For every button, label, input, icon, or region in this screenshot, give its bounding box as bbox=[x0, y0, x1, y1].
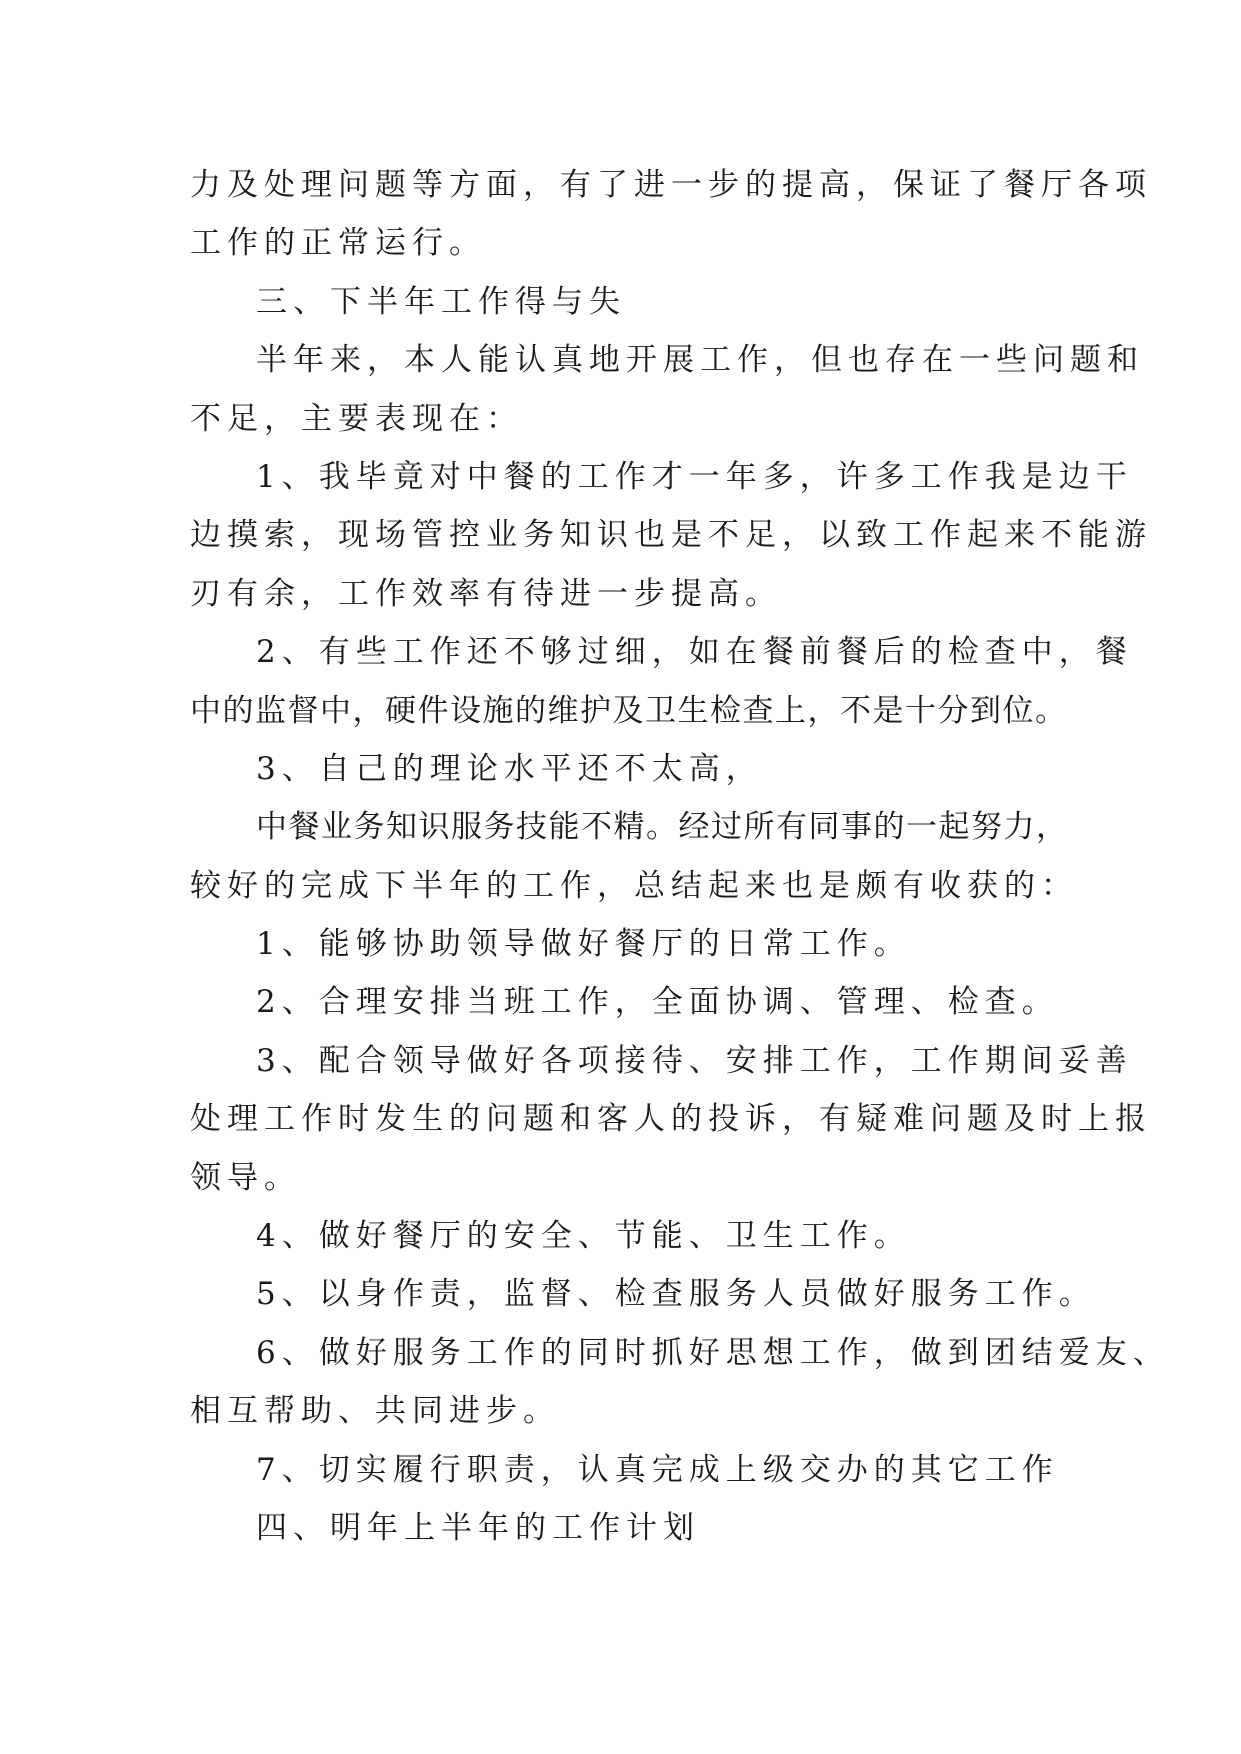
list-item: 1、我毕竟对中餐的工作才一年多，许多工作我是边干 bbox=[256, 458, 1133, 495]
list-item: 6、做好服务工作的同时抓好思想工作，做到团结爱友、 bbox=[256, 1334, 1170, 1371]
body-line: 较好的完成下半年的工作，总结起来也是颇有收获的： bbox=[190, 867, 1078, 904]
list-item: 7、切实履行职责，认真完成上级交办的其它工作 bbox=[256, 1451, 1059, 1488]
body-line: 中餐业务知识服务技能不精。经过所有同事的一起努力， bbox=[256, 809, 1069, 846]
body-line: 不足，主要表现在： bbox=[190, 400, 523, 437]
body-line: 处理工作时发生的问题和客人的投诉，有疑难问题及时上报 bbox=[190, 1101, 1152, 1138]
list-item: 2、有些工作还不够过细，如在餐前餐后的检查中，餐 bbox=[256, 634, 1133, 671]
list-item: 4、做好餐厅的安全、节能、卫生工作。 bbox=[256, 1218, 911, 1255]
body-line: 边摸索，现场管控业务知识也是不足，以致工作起来不能游 bbox=[190, 517, 1152, 554]
body-line: 力及处理问题等方面，有了进一步的提高，保证了餐厅各项 bbox=[190, 167, 1152, 203]
list-item: 3、自己的理论水平还不太高， bbox=[256, 750, 763, 787]
list-item: 5、以身作责，监督、检查服务人员做好服务工作。 bbox=[256, 1276, 1096, 1313]
list-item: 2、合理安排当班工作，全面协调、管理、检查。 bbox=[256, 984, 1059, 1021]
body-line: 工作的正常运行。 bbox=[190, 225, 486, 262]
body-line: 刃有余，工作效率有待进一步提高。 bbox=[190, 575, 782, 612]
body-line: 中的监督中，硬件设施的维护及卫生检查上，不是十分到位。 bbox=[190, 692, 1068, 729]
list-item: 1、能够协助领导做好餐厅的日常工作。 bbox=[256, 926, 911, 963]
body-line: 领导。 bbox=[190, 1159, 301, 1196]
body-line: 相互帮助、共同进步。 bbox=[190, 1393, 560, 1430]
body-line: 半年来，本人能认真地开展工作，但也存在一些问题和 bbox=[256, 342, 1144, 379]
section-heading: 三、下半年工作得与失 bbox=[256, 283, 626, 320]
section-heading: 四、明年上半年的工作计划 bbox=[256, 1509, 700, 1546]
document-body bbox=[190, 156, 1170, 1557]
list-item: 3、配合领导做好各项接待、安排工作，工作期间妥善 bbox=[256, 1042, 1133, 1079]
